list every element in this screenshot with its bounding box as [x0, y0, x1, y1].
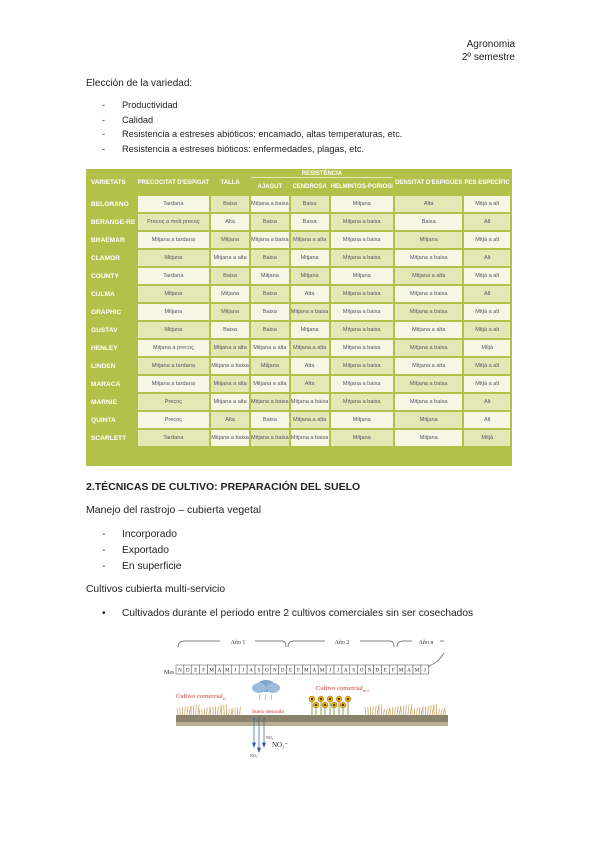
table-cell: Mitjana a baixa	[251, 232, 289, 248]
month-label: S	[257, 668, 261, 674]
table-cell: Alt	[464, 286, 510, 302]
table-cell: Mitjana a tardana	[138, 376, 210, 392]
month-label: N	[178, 668, 182, 674]
month-label: A	[344, 668, 348, 674]
table-row	[88, 430, 510, 446]
table-row	[88, 376, 510, 392]
table-header: DENSITAT D'ESPIGUES	[395, 179, 463, 186]
crop-label-n: Cultivo comercial$_n$	[176, 693, 225, 701]
table-row	[88, 214, 510, 230]
table-cell: Tardana	[138, 196, 210, 212]
bare-soil-label: Suelo desnudo	[252, 709, 285, 715]
table-cell: Mitjà a alt	[464, 376, 510, 392]
table-cell: Mitjana a alta	[291, 340, 329, 356]
table-cell: Mitjana	[331, 412, 393, 428]
soil-band-lower	[176, 722, 448, 726]
table-row	[88, 196, 510, 212]
table-cell: Tardana	[138, 268, 210, 284]
soil-band	[176, 715, 448, 722]
month-axis-label: Mes	[164, 670, 175, 676]
table-cell: Alta	[291, 286, 329, 302]
month-label: F	[297, 668, 300, 674]
section-title: 2.TÉCNICAS DE CULTIVO: PREPARACIÓN DEL SUELO	[86, 481, 361, 493]
table-cell: Mitjana a alta	[251, 340, 289, 356]
variety-criteria-list	[86, 98, 402, 156]
table-cell: Baixa	[251, 322, 289, 338]
table-cell: Mitjana	[291, 322, 329, 338]
variety-name: MARNIE	[91, 398, 118, 406]
table-header: CENDROSA	[292, 184, 327, 190]
month-label: A	[217, 668, 222, 674]
cover-crops-subtitle: Cultivos cubierta multi-servicio	[86, 584, 226, 595]
bullet-text: Cultivados durante el periodo entre 2 cultivos comerciales sin ser cosechados	[122, 608, 474, 619]
table-cell: Baixa	[251, 304, 289, 320]
table-cell: Mitjana	[211, 286, 249, 302]
rain-cloud-icon	[252, 680, 280, 700]
table-cell: Baixa	[291, 214, 329, 230]
table-row	[88, 394, 510, 410]
table-row	[88, 268, 510, 284]
table-header: AJAGUT	[257, 184, 283, 190]
nitrate-label-small: NO₃⁻	[266, 735, 276, 740]
table-cell: Mitjana a alta	[211, 394, 249, 410]
table-cell: Mitjana a tardana	[138, 358, 210, 374]
table-row	[88, 340, 510, 356]
table-cell: Alt	[464, 394, 510, 410]
table-cell: Mitjana	[331, 196, 393, 212]
table-cell: Mitjà a alt	[464, 268, 510, 284]
list-item: - En superficie	[86, 559, 182, 575]
table-cell: Mitjana a tardana	[138, 232, 210, 248]
table-header: PRECOCITAT D'ESPIGAT	[137, 179, 210, 186]
resistance-group-header: RESISTÈNCIA	[251, 171, 393, 178]
month-label: S	[352, 668, 356, 674]
table-cell: Mitjana a precoç	[138, 340, 210, 356]
month-label: M	[304, 668, 309, 674]
table-cell: Mitjana	[211, 232, 249, 248]
table-cell: Mitjana a baixa	[331, 286, 393, 302]
month-label: D	[375, 668, 380, 674]
year-label: Año 2	[334, 640, 350, 646]
table-cell: Mitjana a baixa	[211, 430, 249, 446]
bullet-icon: •	[102, 608, 106, 619]
table-row	[88, 322, 510, 338]
table-cell: Mitjana	[251, 358, 289, 374]
varieties-table	[86, 169, 512, 466]
month-label: M	[398, 668, 404, 674]
table-cell: Mitjana a alta	[395, 322, 462, 338]
table-cell: Mitjana a baixa	[211, 358, 249, 374]
table-header: TALLA	[220, 179, 240, 186]
variety-name: BELGRANO	[91, 200, 129, 208]
month-label: O	[359, 668, 364, 674]
month-label: M	[225, 668, 230, 674]
table-cell: Mitjana a baixa	[331, 250, 393, 266]
table-row	[88, 304, 510, 320]
table-cell: Mitjana a alta	[291, 412, 329, 428]
table-cell: Mitjana a baixa	[395, 394, 462, 410]
table-cell: Alt	[464, 214, 510, 230]
table-cell: Mitjana a alta	[211, 376, 249, 392]
month-label: F	[391, 668, 395, 674]
variety-name: COUNTY	[91, 272, 119, 280]
month-label: D	[280, 668, 285, 674]
table-row	[88, 232, 510, 248]
year-label: Año n	[418, 640, 434, 646]
table-cell: Mitjana	[211, 304, 249, 320]
variety-name: QUINTA	[91, 416, 116, 424]
variety-name: HENLEY	[91, 344, 118, 352]
table-cell: Mitjana	[331, 430, 393, 446]
table-cell: Mitjana a baixa	[331, 340, 393, 356]
table-cell: Baixa	[211, 322, 249, 338]
table-cell: Mitjana	[395, 412, 462, 428]
month-label: O	[265, 668, 269, 674]
table-cell: Mitjana	[395, 232, 462, 248]
table-row	[88, 286, 510, 302]
table-cell: Mitjana a baixa	[331, 322, 393, 338]
month-label: E	[383, 668, 387, 674]
table-cell: Mitjana a baixa	[291, 394, 329, 410]
table-cell: Mitjana a baixa	[331, 304, 393, 320]
month-label: F	[202, 668, 206, 674]
nitrate-label: NO₃⁻	[272, 741, 289, 749]
table-cell: Mitjana a alta	[251, 376, 289, 392]
table-cell: Mitjana	[251, 268, 289, 284]
table-cell: Tardana	[138, 430, 210, 446]
month-label: J	[329, 668, 332, 674]
list-item: - Resistencia a estreses abióticos: encamado, altas temperaturas, etc.	[86, 127, 402, 142]
page-header	[462, 38, 515, 64]
table-cell: Mitjana a alta	[291, 232, 329, 248]
table-cell: Mitjana a baixa	[331, 358, 393, 374]
table-cell: Mitjana	[291, 268, 329, 284]
table-cell: Mitjà	[464, 430, 510, 446]
table-cell: Mitjana a baixa	[251, 196, 289, 212]
variety-name: SCARLETT	[91, 434, 127, 442]
course-name: Agronomia	[466, 39, 515, 50]
table-cell: Mitjana	[291, 250, 329, 266]
table-cell: Mitjana a baixa	[291, 304, 329, 320]
table-cell: Mitjana a baixa	[331, 376, 393, 392]
list-item: - Productividad	[86, 98, 402, 113]
table-cell: Baixa	[211, 196, 249, 212]
variety-name: LINDEN	[91, 362, 116, 370]
table-cell: Mitjana a baixa	[395, 286, 462, 302]
variety-name: MARACA	[91, 380, 121, 388]
table-cell: Baixa	[251, 412, 289, 428]
table-cell: Mitjana a baixa	[395, 304, 462, 320]
table-cell: Mitjana a baixa	[251, 430, 289, 446]
table-row	[88, 358, 510, 374]
table-cell: Mitjà a alt	[464, 304, 510, 320]
variety-name: CULMA	[91, 290, 115, 298]
table-cell: Mitjana	[138, 286, 210, 302]
month-label: J	[423, 668, 426, 674]
table-header: HELMINTOS-PORIOSI	[330, 184, 393, 190]
table-cell: Mitjà a alt	[464, 322, 510, 338]
month-label: A	[249, 668, 253, 674]
table-cell: Alta	[211, 412, 249, 428]
table-cell: Mitjana a baixa	[395, 376, 462, 392]
variety-name: GRAPHIC	[91, 308, 122, 316]
month-label: D	[186, 668, 190, 674]
table-cell: Precoç a molt precoç	[138, 214, 210, 230]
month-label: M	[209, 668, 214, 674]
month-label: A	[312, 668, 317, 674]
table-cell: Mitjà a alt	[464, 196, 510, 212]
table-row	[88, 250, 510, 266]
table-header: VARIETATS	[91, 179, 126, 186]
month-label: N	[367, 668, 372, 674]
table-cell: Alta	[291, 358, 329, 374]
table-cell: Mitjà a alt	[464, 232, 510, 248]
table-cell: Mitjà a alt	[464, 358, 510, 374]
month-label: J	[234, 668, 237, 674]
table-cell: Baixa	[251, 286, 289, 302]
table-cell: Mitjana	[395, 430, 462, 446]
month-label: J	[242, 668, 245, 674]
list-item: - Incorporado	[86, 527, 182, 543]
month-label: J	[336, 668, 339, 674]
variety-name: BRAEMAR	[91, 236, 125, 244]
table-cell: Mitjana a alta	[395, 358, 462, 374]
nitrate-label-small: NO₃⁻	[250, 753, 260, 758]
month-label: E	[194, 668, 198, 674]
table-cell: Mitjana a alta	[395, 268, 462, 284]
table-cell: Baixa	[291, 196, 329, 212]
table-header: PES ESPECÍFIC	[464, 179, 510, 186]
table-cell: Alta	[211, 214, 249, 230]
month-label: E	[289, 668, 293, 674]
semester: 2º semestre	[461, 52, 515, 63]
month-label: N	[272, 668, 277, 674]
table-cell: Mitjana	[331, 268, 393, 284]
list-item: - Exportado	[86, 543, 182, 559]
variety-name: CLAMOR	[91, 254, 120, 262]
table-cell: Mitjana a alta	[211, 250, 249, 266]
crop-cycle-diagram	[160, 635, 450, 765]
table-cell: Mitjana	[138, 304, 210, 320]
table-cell: Alt	[464, 412, 510, 428]
table-cell: Mitjana	[138, 322, 210, 338]
month-strip	[176, 665, 429, 674]
table-cell: Baixa	[395, 214, 462, 230]
table-cell: Precoç	[138, 394, 210, 410]
table-cell: Mitjana a baixa	[331, 232, 393, 248]
table-cell: Alta	[291, 376, 329, 392]
month-label: M	[319, 668, 325, 674]
month-strip-tail	[428, 653, 444, 667]
table-cell: Mitjà	[464, 340, 510, 356]
table-row	[88, 412, 510, 428]
month-label: M	[414, 668, 420, 674]
table-cell: Baixa	[251, 250, 289, 266]
month-label: A	[407, 668, 411, 674]
table-cell: Precoç	[138, 412, 210, 428]
table-cell: Mitjana a baixa	[331, 214, 393, 230]
stubble-list	[86, 527, 182, 575]
table-cell: Baixa	[211, 268, 249, 284]
stubble-subtitle: Manejo del rastrojo – cubierta vegetal	[86, 504, 262, 516]
table-cell: Mitjana a baixa	[251, 394, 289, 410]
table-cell: Mitjana	[138, 250, 210, 266]
list-item: - Calidad	[86, 113, 402, 128]
variety-name: BERANGE-RE	[91, 218, 136, 226]
table-cell: Alt	[464, 250, 510, 266]
table-cell: Alta	[395, 196, 462, 212]
section-variety-title: Elección de la variedad:	[86, 78, 193, 89]
year-label: Año 1	[230, 640, 246, 646]
table-cell: Mitjana a baixa	[291, 430, 329, 446]
list-item: - Resistencia a estreses bióticos: enfermedades, plagas, etc.	[86, 142, 402, 157]
table-cell: Mitjana a baixa	[395, 250, 462, 266]
table-cell: Mitjana a alta	[211, 340, 249, 356]
variety-name: GUSTAV	[91, 326, 118, 334]
table-cell: Mitjana a baixa	[395, 340, 462, 356]
crop-label-n1: Cultivo comercial$_{n+1}$	[316, 685, 370, 693]
table-cell: Baixa	[251, 214, 289, 230]
table-cell: Mitjana a baixa	[331, 394, 393, 410]
